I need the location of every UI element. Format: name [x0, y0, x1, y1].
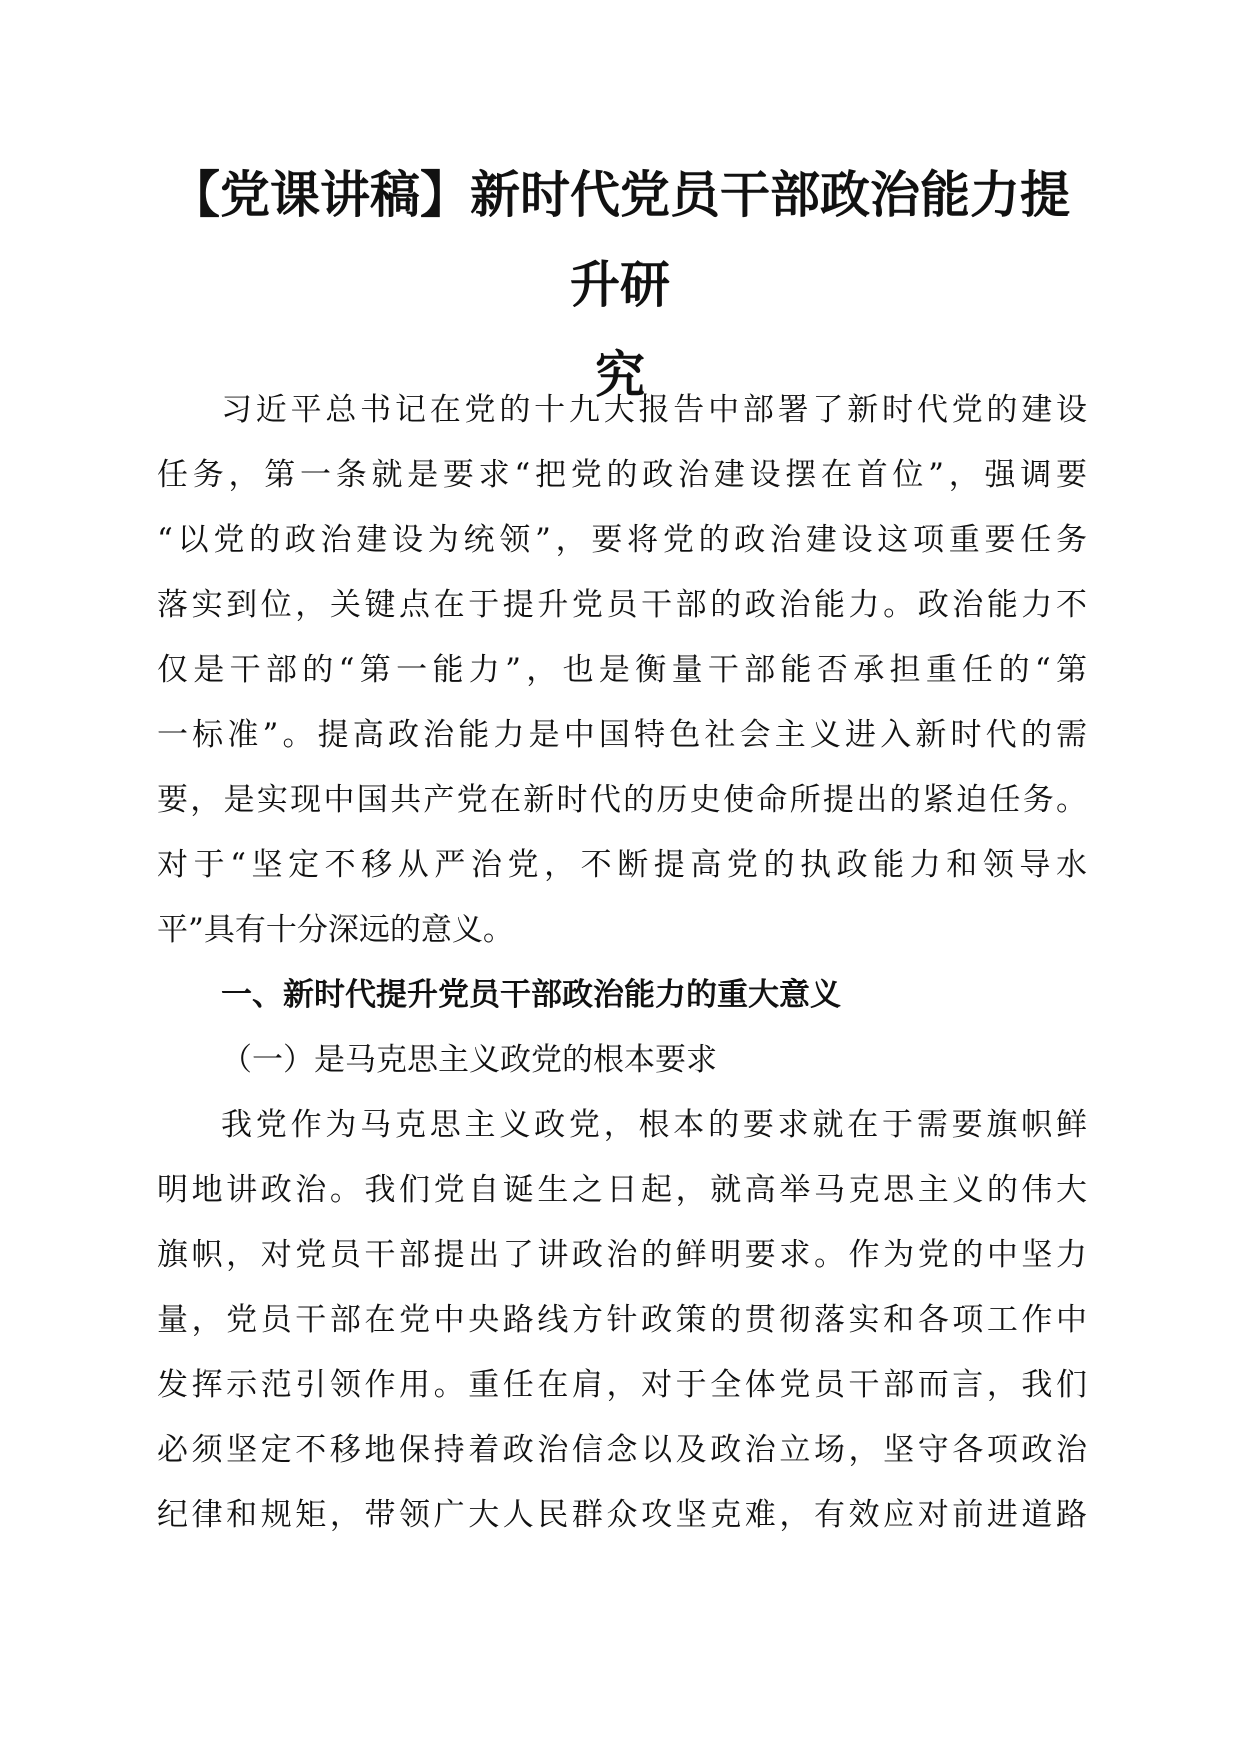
paragraph-line: 我党作为马克思主义政党，根本的要求就在于需要旗帜鲜: [221, 1107, 1087, 1143]
paragraph-line: 一标准”。提高政治能力是中国特色社会主义进入新时代的需: [157, 717, 1087, 753]
subsection-heading-1: （一）是马克思主义政党的根本要求: [221, 1042, 717, 1078]
paragraph-section-1: [157, 1093, 1087, 1548]
paragraph-line: 必须坚定不移地保持着政治信念以及政治立场，坚守各项政治: [157, 1432, 1087, 1468]
paragraph-line: 量，党员干部在党中央路线方针政策的贯彻落实和各项工作中: [157, 1302, 1087, 1338]
paragraph-line: 发挥示范引领作用。重任在肩，对于全体党员干部而言，我们: [157, 1367, 1087, 1403]
section-heading-1: 一、新时代提升党员干部政治能力的重大意义: [221, 977, 841, 1013]
paragraph-line: 旗帜，对党员干部提出了讲政治的鲜明要求。作为党的中坚力: [157, 1237, 1087, 1273]
paragraph-line: 平”具有十分深远的意义。: [157, 912, 514, 948]
title-line-1: 【党课讲稿】新时代党员干部政治能力提升研: [170, 166, 1070, 314]
document-body: [157, 378, 1087, 1548]
paragraph-line: 落实到位，关键点在于提升党员干部的政治能力。政治能力不: [157, 587, 1087, 623]
paragraph-line: 对于“坚定不移从严治党，不断提高党的执政能力和领导水: [157, 847, 1087, 883]
paragraph-line: 任务，第一条就是要求“把党的政治建设摆在首位”，强调要: [157, 457, 1087, 493]
paragraph-intro: [157, 378, 1087, 963]
title-line-2: 究: [595, 346, 645, 404]
paragraph-line: 要，是实现中国共产党在新时代的历史使命所提出的紧迫任务。: [157, 782, 1087, 818]
paragraph-line: “以党的政治建设为统领”，要将党的政治建设这项重要任务: [157, 522, 1087, 558]
paragraph-line: 纪律和规矩，带领广大人民群众攻坚克难，有效应对前进道路: [157, 1497, 1087, 1533]
paragraph-line: 明地讲政治。我们党自诞生之日起，就高举马克思主义的伟大: [157, 1172, 1087, 1208]
paragraph-line: 仅是干部的“第一能力”，也是衡量干部能否承担重任的“第: [157, 652, 1087, 688]
paragraph-line: 习近平总书记在党的十九大报告中部署了新时代党的建设: [221, 392, 1087, 428]
